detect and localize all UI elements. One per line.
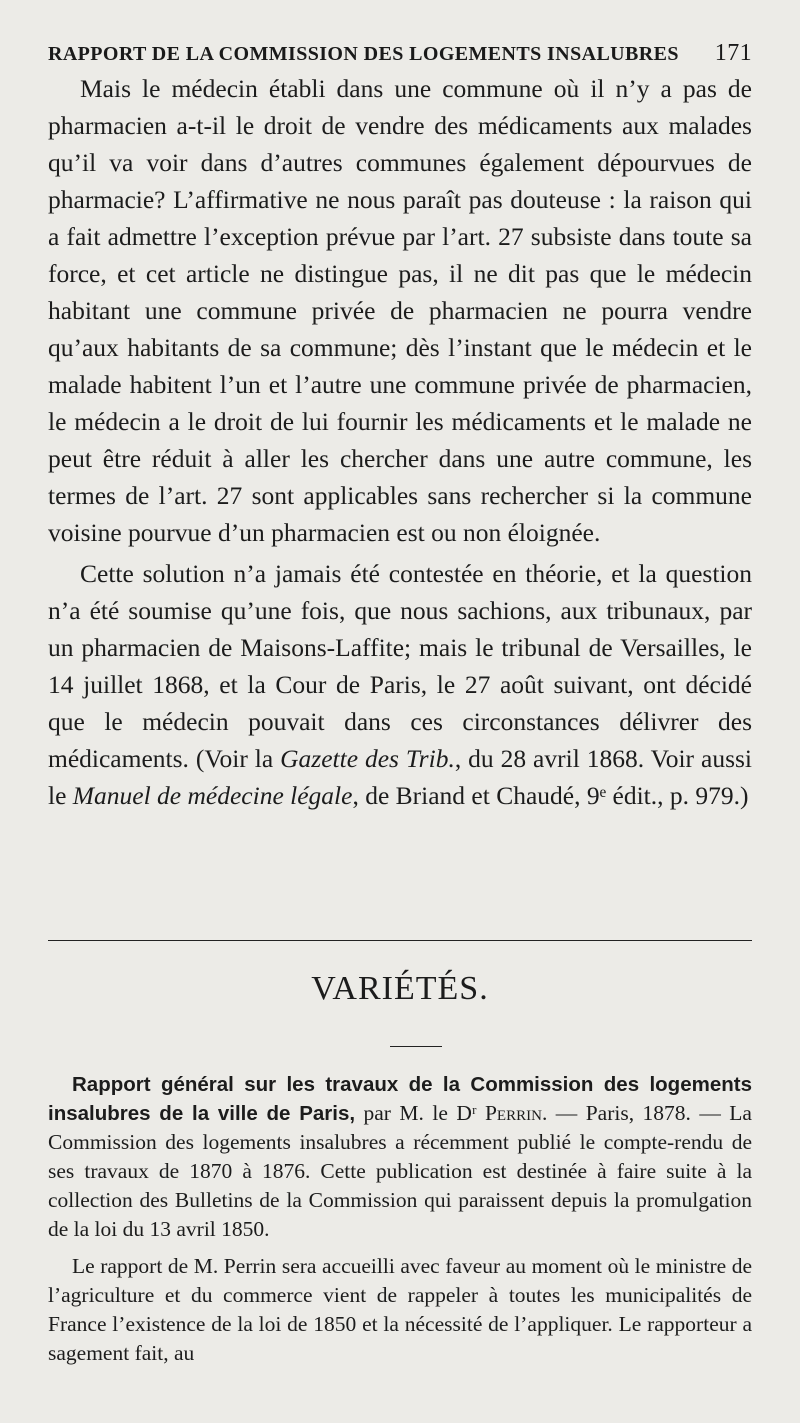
running-head-title: RAPPORT DE LA COMMISSION DES LOGEMENTS INSALUBRES — [48, 43, 679, 65]
review-notice — [48, 1070, 752, 1368]
section-title: VARIÉTÉS. — [311, 970, 489, 1007]
main-text — [48, 70, 752, 814]
notice-paragraph-1-rest: . — Paris, 1878. — La Commission des logements insalubres a récemment publié le compte-rendu de ses travaux de 1870 à 1876. Cette publication est destinée à faire suite à la collection des Bulletins de la Commission qui paraissent depuis la promulgation de la loi du 13 avril 1850. — [48, 1101, 752, 1241]
manuel-citation: Manuel de médecine légale — [72, 781, 353, 810]
section-divider — [48, 940, 752, 941]
paragraph-2 — [48, 555, 752, 814]
paragraph-2-text-c: , de Briand et Chaudé, 9ᵉ édit., p. 979.) — [352, 781, 749, 810]
title-underline — [390, 1046, 442, 1047]
notice-paragraph-2: Le rapport de M. Perrin sera accueilli avec faveur au moment où le ministre de l’agriculture et du commerce vient de rappeler à toutes les municipalités de France l’existence de la loi de 1850 et la nécessité de l’appliquer. Le rapporteur a sagement fait, au — [48, 1254, 752, 1365]
paragraph-2-text-a: Cette solution n’a jamais été contestée en théorie, et la question n’a été soumise qu’une fois, que nous sachions, aux tribunaux, par un pharmacien de Maisons-Laffite; mais le tribunal de Versailles, le 14 juillet 1868, et la Cour de Paris, le 27 août suivant, ont décidé que le médecin pouvait dans ces circonstances délivrer des médicaments. (Voir la — [48, 559, 752, 773]
notice-author-name: Perrin — [484, 1101, 542, 1125]
notice-bold-title: Rapport général sur les travaux de la Commission des logements insalubres de la ville de Paris, — [48, 1073, 752, 1125]
gazette-citation: Gazette des Trib. — [280, 744, 455, 773]
notice-author-prefix: par M. le Dʳ — [355, 1101, 485, 1125]
notice-paragraph-1 — [48, 1070, 752, 1244]
paragraph-2-text-b: , du 28 avril 1868. Voir aussi le — [48, 744, 753, 810]
paragraph-1: Mais le médecin établi dans une commune où il n’y a pas de pharmacien a-t-il le droit de vendre des médicaments aux malades qu’il va voir dans d’autres communes également dépourvues de pharmacie? L’affirmative ne nous paraît pas douteuse : la raison qui a fait admettre l’exception prévue par l’art. 27 subsiste dans toute sa force, et cet article ne distingue pas, il ne dit pas que le médecin habitant une commune privée de pharmacien ne pourra vendre qu’aux habitants de sa commune; dès l’instant que le médecin et le malade habitent l’un et l’autre une commune privée de pharmacien, le médecin a le droit de lui fournir les médicaments et le malade ne peut être réduit à aller les chercher dans une autre commune, les termes de l’art. 27 sont applicables sans rechercher si la commune voisine pourvue d’un pharmacien est ou non éloignée. — [48, 74, 752, 547]
running-head — [48, 40, 752, 67]
page-number: 171 — [714, 40, 752, 66]
